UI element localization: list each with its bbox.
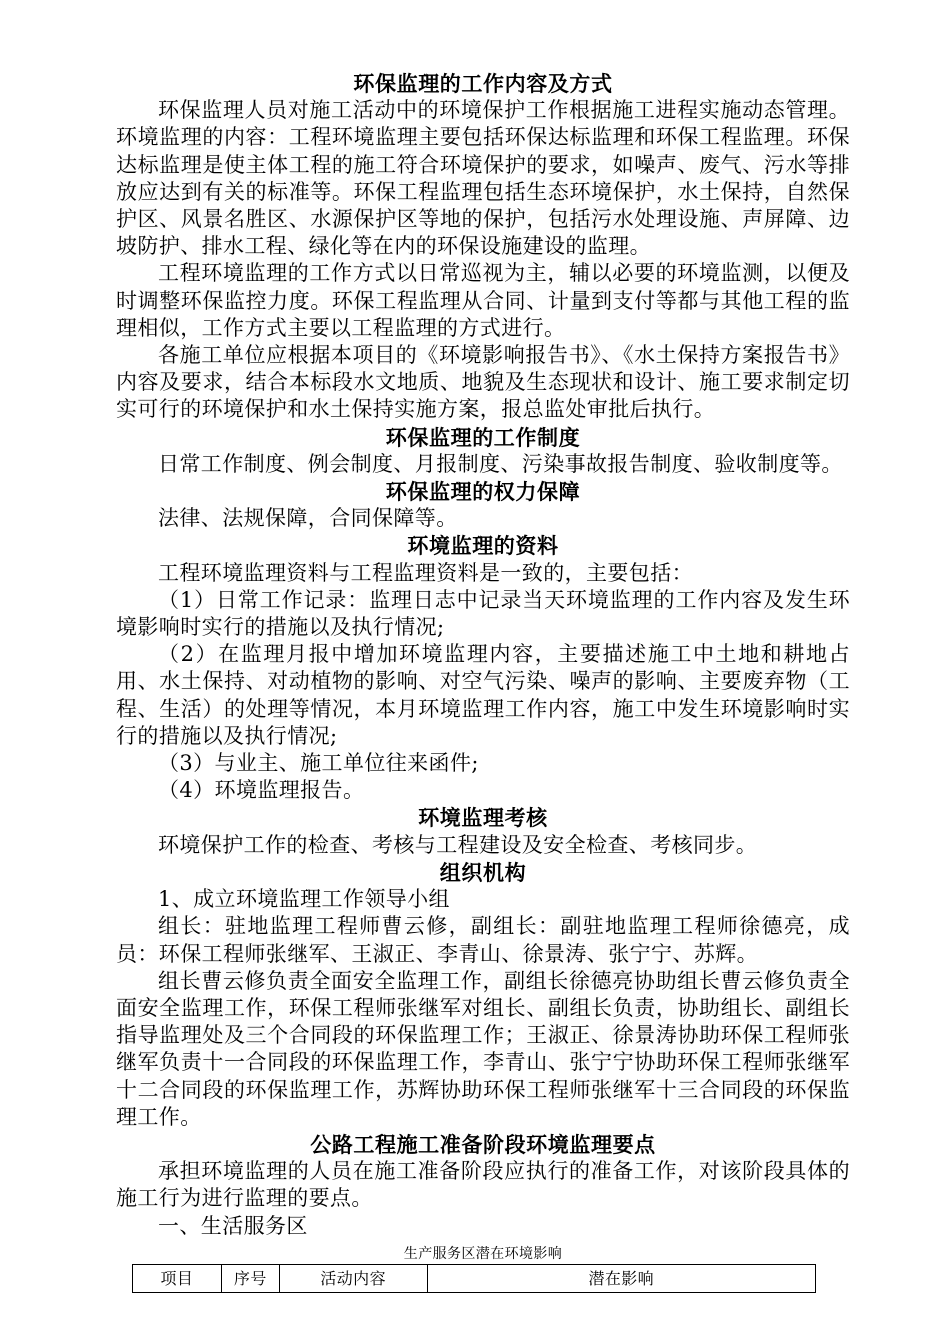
table-header-row — [133, 1264, 816, 1292]
paragraph: 承担环境监理的人员在施工准备阶段应执行的准备工作，对该阶段具体的施工行为进行监理的要点。 — [116, 1159, 850, 1211]
section-title-work-content: 环保监理的工作内容及方式 — [353, 71, 613, 96]
section-title-organization: 组织机构 — [439, 859, 527, 885]
paragraph: 环境保护工作的检查、考核与工程建设及安全检查、考核同步。 — [158, 832, 758, 857]
paragraph: 日常工作制度、例会制度、月报制度、污染事故报告制度、验收制度等。 — [158, 451, 843, 476]
table-caption: 生产服务区潜在环境影响 — [403, 1245, 563, 1262]
section-title-preparation-stage: 公路工程施工准备阶段环境监理要点 — [310, 1131, 656, 1157]
table-header-cell: 活动内容 — [279, 1264, 427, 1292]
table-header-cell: 序号 — [221, 1264, 279, 1292]
document-body — [116, 70, 850, 1293]
section-title-assessment: 环境监理考核 — [418, 805, 548, 831]
paragraph: 各施工单位应根据本项目的《环境影响报告书》、《水土保持方案报告书》内容及要求，结合本标段水文地质、地貌及生态现状和设计、施工要求制定切实可行的环境保护和水土保持实施方案，报总监处审批后执行。 — [116, 343, 850, 422]
paragraph: 组长：驻地监理工程师曹云修，副组长：副驻地监理工程师徐德亮，成员：环保工程师张继军、王淑正、李青山、徐景涛、张宁宁、苏辉。 — [116, 914, 850, 966]
paragraph: 工程环境监理资料与工程监理资料是一致的，主要包括： — [158, 560, 693, 585]
table-header-cell: 潜在影响 — [427, 1264, 815, 1292]
list-item: （1）日常工作记录：监理日志中记录当天环境监理的工作内容及发生环境影响时实行的措施以及执行情况; — [116, 587, 850, 640]
table-header-cell: 项目 — [133, 1264, 222, 1292]
list-item: （4）环境监理报告。 — [158, 778, 365, 803]
section-title-work-system: 环保监理的工作制度 — [385, 424, 581, 450]
paragraph: 法律、法规保障，合同保障等。 — [158, 506, 458, 531]
paragraph: 组长曹云修负责全面安全监理工作，副组长徐德亮协助组长曹云修负责全面安全监理工作，环保工程师张继军对组长、副组长负责，协助组长、副组长指导监理处及三个合同段的环保监理工作；王淑正、徐景涛协助环保工程师张继军负责十一合同段的环保监理工作，李青山、张宁宁协助环保工程师张继军十二合同段的环保监理工作，苏辉协助环保工程师张继军十三合同段的环保监理工作。 — [116, 968, 850, 1129]
paragraph: 环保监理人员对施工活动中的环境保护工作根据施工进程实施动态管理。环境监理的内容：工程环境监理主要包括环保达标监理和环保工程监理。环保达标监理是使主体工程的施工符合环境保护的要求，如噪声、废气、污水等排放应达到有关的标准等。环保工程监理包括生态环境保护，水土保持，自然保护区、风景名胜区、水源保护区等地的保护，包括污水处理设施、声屏障、边坡防护、排水工程、绿化等在内的环保设施建设的监理。 — [116, 98, 850, 259]
paragraph: 1、成立环境监理工作领导小组 — [158, 887, 450, 912]
list-item: （3）与业主、施工单位往来函件; — [158, 751, 479, 776]
section-title-authority: 环保监理的权力保障 — [385, 479, 581, 505]
section-title-materials: 环境监理的资料 — [407, 533, 559, 559]
list-item: （2）在监理月报中增加环境监理内容，主要描述施工中土地和耕地占用、水土保持、对动植物的影响、对空气污染、噪声的影响、主要废弃物（工程、生活）的处理等情况，本月环境监理工作内容，施工中发生环境影响时实行的措施以及执行情况; — [116, 642, 850, 748]
impact-table — [132, 1264, 816, 1293]
paragraph: 工程环境监理的工作方式以日常巡视为主，辅以必要的环境监测，以便及时调整环保监控力度。环保工程监理从合同、计量到支付等都与其他工程的监理相似，工作方式主要以工程监理的方式进行。 — [116, 261, 850, 340]
subsection-heading: 一、生活服务区 — [158, 1213, 308, 1238]
